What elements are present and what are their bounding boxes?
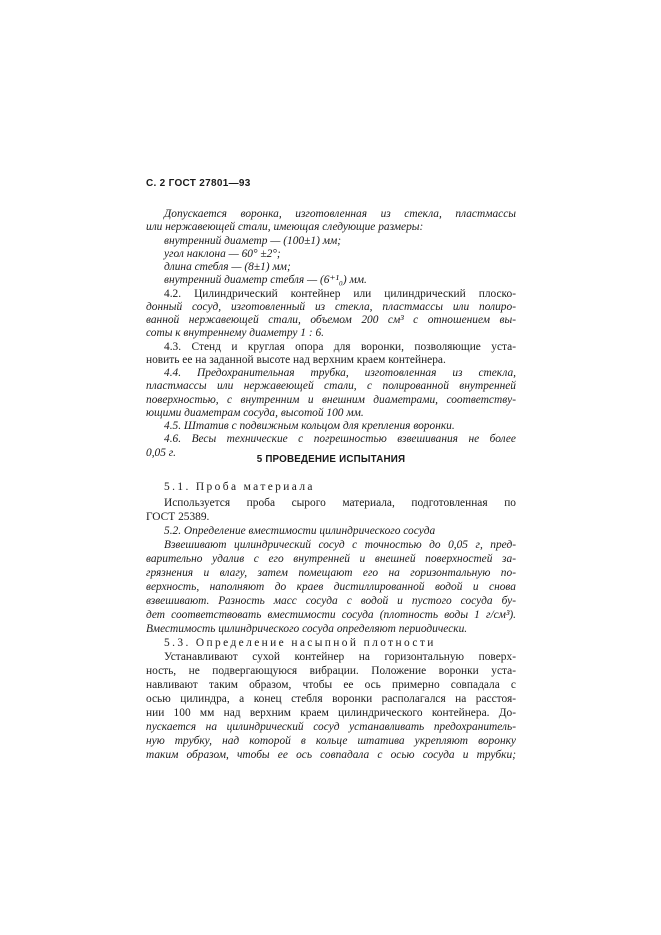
text-line: ванной нержавеющей стали, объемом 200 см³ с отношением вы-	[146, 314, 516, 326]
text-line: 4.3. Стенд и круглая опора для воронки, позволяющие уста-	[164, 340, 516, 353]
text-line: соты к внутреннему диаметру 1 : 6.	[146, 327, 325, 340]
section-title: 5 ПРОВЕДЕНИЕ ИСПЫТАНИЯ	[256, 454, 406, 465]
text-line: 5.2. Определение вместимости цилиндрического сосуда	[164, 525, 436, 537]
text-line: внутренний диаметр стебля — (6⁺¹₀) мм.	[164, 274, 367, 287]
text-line: новить ее на заданной высоте над верхним краем контейнера.	[146, 353, 446, 366]
text-line: верхность, наполняют до краев дистиллированной водой и снова	[146, 581, 516, 593]
text-line: нии 100 мм над верхним краем цилиндрического контейнера. До-	[146, 707, 516, 719]
text-line: ную трубку, над которой в кольце штатива укрепляют воронку	[146, 735, 516, 747]
text-line: ющими диаметрам сосуда, высотой 100 мм.	[146, 406, 364, 419]
text-line: таким образом, чтобы ее ось совпадала с осью сосуда и трубки;	[146, 749, 516, 761]
text-line: варительно удалив с его внутренней и внешней поверхностей за-	[146, 553, 516, 565]
text-line: 5.1. Проба материала	[164, 481, 315, 493]
text-line: внутренний диаметр — (100±1) мм;	[164, 234, 342, 247]
text-line: грязнения и влагу, затем помещают его на горизонтальную по-	[146, 567, 516, 579]
text-line: 5.3. Определение насыпной плотности	[164, 637, 436, 649]
text-line: ность, не подвергающуюся вибрации. Положение воронки уста-	[146, 665, 516, 677]
text-line: Вместимость цилиндрического сосуда определяют периодически.	[146, 623, 468, 635]
text-line: угол наклона — 60° ±2°;	[164, 247, 281, 260]
text-line: 4.6. Весы технические с погрешностью взвешивания не более	[164, 433, 516, 446]
text-line: осью цилиндра, а конец стебля воронки располагался на расстоя-	[146, 693, 516, 705]
text-line: или нержавеющей стали, имеющая следующие размеры:	[146, 221, 424, 234]
text-line: длина стебля — (8±1) мм;	[164, 261, 291, 273]
text-line: ГОСТ 25389.	[146, 511, 210, 523]
text-line: 4.5. Штатив с подвижным кольцом для крепления воронки.	[164, 420, 455, 432]
text-line: Допускается воронка, изготовленная из стекла, пластмассы	[164, 208, 516, 220]
text-line: 4.4. Предохранительная трубка, изготовленная из стекла,	[164, 367, 516, 379]
text-line: пластмассы или нержавеющей стали, с полированной внутренней	[146, 380, 516, 393]
text-line: Устанавливают сухой контейнер на горизонтальную поверх-	[164, 651, 516, 663]
text-line: 4.2. Цилиндрический контейнер или цилиндрический плоско-	[164, 287, 516, 300]
text-line: Используется проба сырого материала, подготовленная по	[164, 497, 516, 509]
text-line: дет соответствовать вместимости сосуда (плотность воды 1 г/см³).	[146, 609, 516, 621]
text-line: навливают таким образом, чтобы ее ось примерно совпадала с	[146, 679, 516, 691]
text-line: 0,05 г.	[146, 446, 176, 459]
text-line: пускается на цилиндрический сосуд устанавливать предохранитель-	[146, 721, 516, 733]
page-header: С. 2 ГОСТ 27801—93	[146, 178, 251, 189]
text-line: взвешивают. Разность масс сосуда с водой и пустого сосуда бу-	[146, 595, 516, 607]
text-line: Взвешивают цилиндрический сосуд с точностью до 0,05 г, пред-	[164, 539, 516, 551]
text-line: донный сосуд, изготовленный из стекла, пластмассы или полиро-	[146, 300, 516, 313]
text-line: поверхностью, с внутренним и внешним диаметрами, соответству-	[146, 393, 516, 406]
